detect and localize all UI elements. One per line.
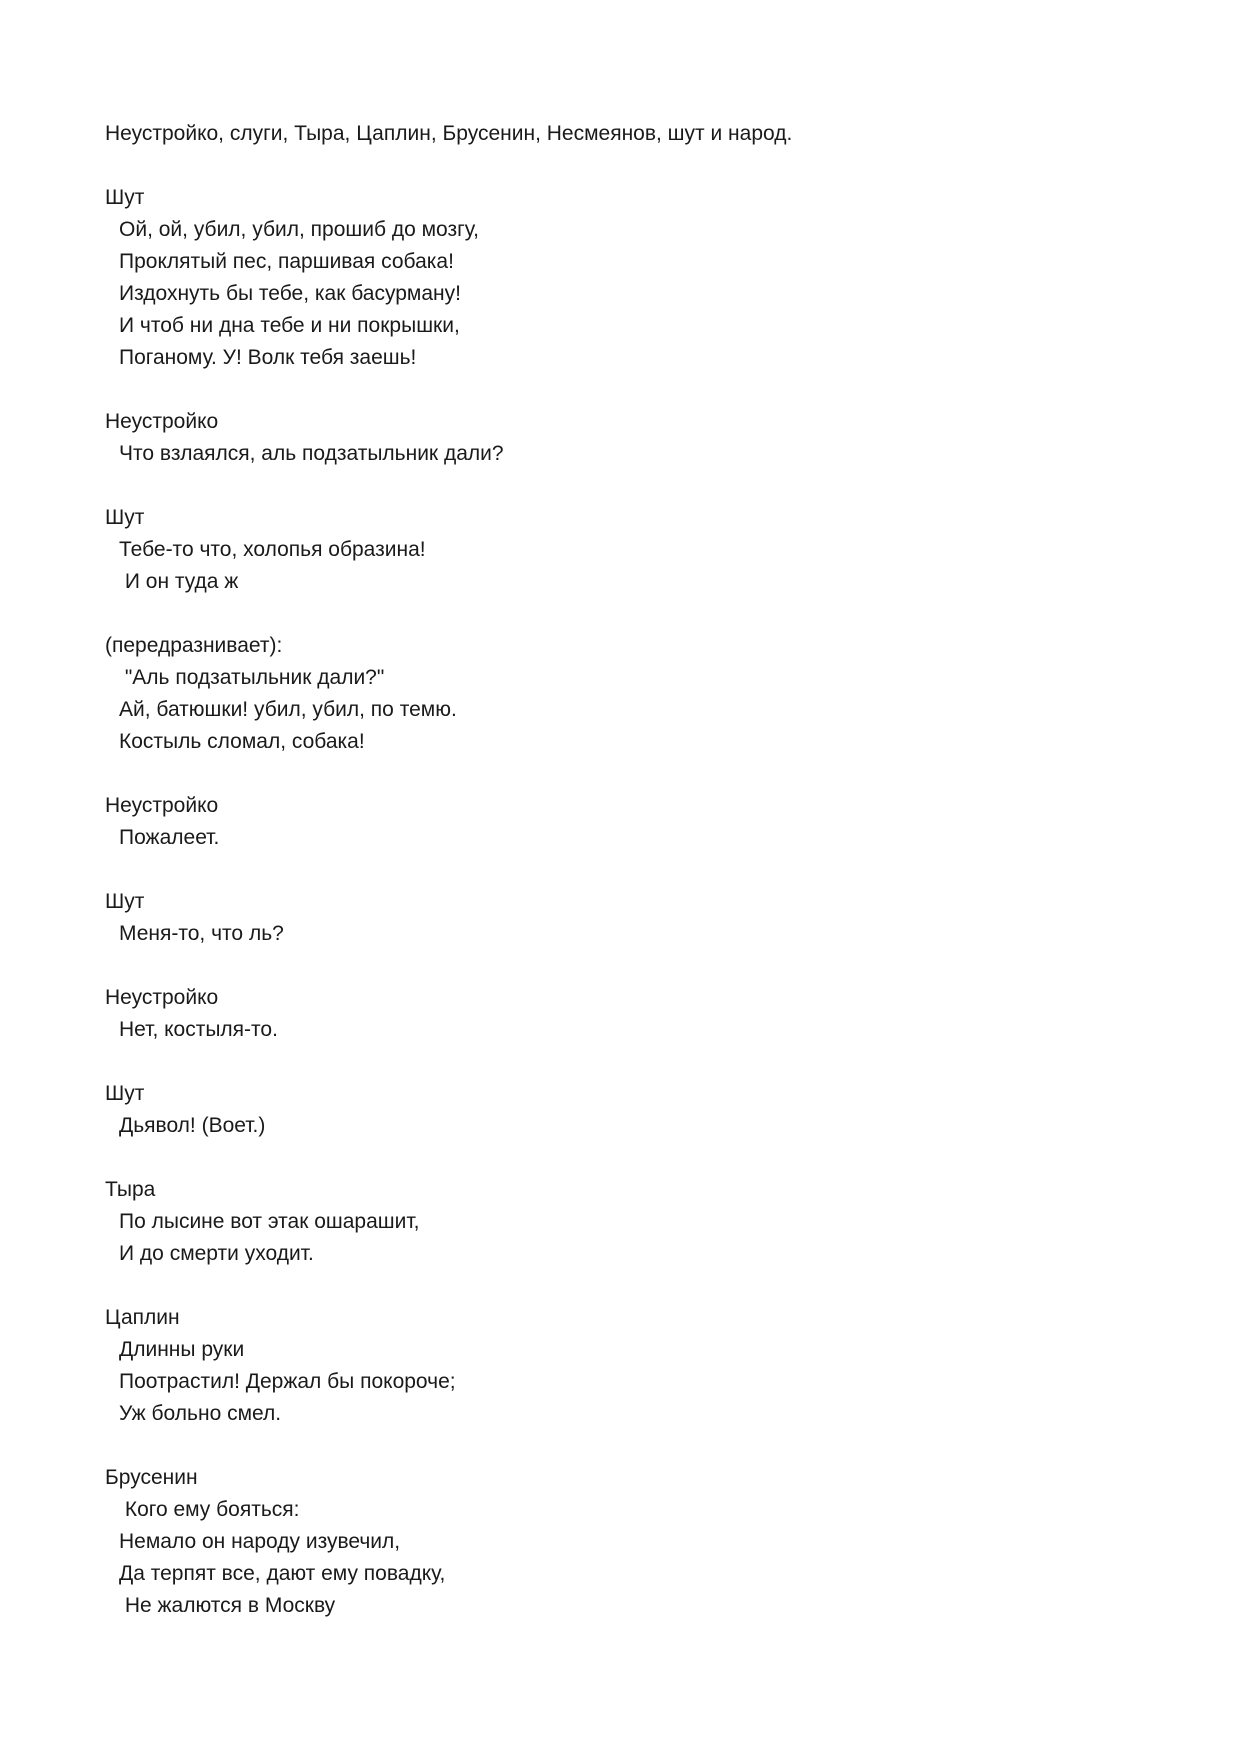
dialogue-line: И чтоб ни дна тебе и ни покрышки, bbox=[119, 314, 460, 337]
speaker-name: Неустройко bbox=[105, 986, 219, 1009]
dialogue-block bbox=[105, 1078, 1145, 1142]
spacer bbox=[105, 470, 1145, 502]
speaker-name: Цаплин bbox=[105, 1306, 180, 1329]
spacer bbox=[105, 1142, 1145, 1174]
spacer bbox=[105, 1270, 1145, 1302]
spacer bbox=[105, 150, 1145, 182]
intro-line: Неустройко, слуги, Тыра, Цаплин, Брусенин, Несмеянов, шут и народ. bbox=[105, 122, 793, 145]
dialogue-line: Пожалеет. bbox=[119, 826, 220, 849]
dialogue-block bbox=[105, 630, 1145, 758]
dialogue-line: И до смерти уходит. bbox=[119, 1242, 314, 1265]
dialogue-line: Немало он народу изувечил, bbox=[119, 1530, 401, 1553]
dialogue-line: По лысине вот этак ошарашит, bbox=[119, 1210, 420, 1233]
speaker-name: Шут bbox=[105, 890, 145, 913]
dialogue-line: "Аль подзатыльник дали?" bbox=[119, 666, 385, 689]
spacer bbox=[105, 950, 1145, 982]
dialogue-line: Длинны руки bbox=[119, 1338, 245, 1361]
dialogue-line: Поганому. У! Волк тебя заешь! bbox=[119, 346, 417, 369]
spacer bbox=[105, 598, 1145, 630]
dialogue-line: Меня-то, что ль? bbox=[119, 922, 284, 945]
dialogue-block bbox=[105, 886, 1145, 950]
spacer bbox=[105, 1046, 1145, 1078]
spacer bbox=[105, 854, 1145, 886]
dialogue-line: Поотрастил! Держал бы покороче; bbox=[119, 1370, 456, 1393]
dialogue-block bbox=[105, 982, 1145, 1046]
dialogue-block bbox=[105, 790, 1145, 854]
dialogue-line: Костыль сломал, собака! bbox=[119, 730, 365, 753]
dialogue-line: Да терпят все, дают ему повадку, bbox=[119, 1562, 446, 1585]
dialogue-line: Не жалются в Москву bbox=[119, 1594, 336, 1617]
dialogue-line: Что взлаялся, аль подзатыльник дали? bbox=[119, 442, 504, 465]
dialogue-line: Тебе-то что, холопья образина! bbox=[119, 538, 426, 561]
dialogue-line: Ай, батюшки! убил, убил, по темю. bbox=[119, 698, 457, 721]
speaker-name: Шут bbox=[105, 506, 145, 529]
dialogue-line: Уж больно смел. bbox=[119, 1402, 282, 1425]
speaker-name: Неустройко bbox=[105, 410, 219, 433]
dialogue-block bbox=[105, 406, 1145, 470]
dialogue-block bbox=[105, 1302, 1145, 1430]
stage-direction: (передразнивает): bbox=[105, 634, 283, 657]
dialogue-block bbox=[105, 1174, 1145, 1270]
dialogue-block bbox=[105, 182, 1145, 374]
spacer bbox=[105, 374, 1145, 406]
dialogue-block bbox=[105, 502, 1145, 598]
dialogue-line: Ой, ой, убил, убил, прошиб до мозгу, bbox=[119, 218, 479, 241]
dialogue-line: Проклятый пес, паршивая собака! bbox=[119, 250, 454, 273]
spacer bbox=[105, 758, 1145, 790]
speaker-name: Шут bbox=[105, 1082, 145, 1105]
dialogue-line: Кого ему бояться: bbox=[119, 1498, 300, 1521]
dialogue-line: И он туда ж bbox=[119, 570, 239, 593]
speaker-name: Шут bbox=[105, 186, 145, 209]
dialogue-line: Нет, костыля-то. bbox=[119, 1018, 278, 1041]
dialogue-line: Дьявол! (Воет.) bbox=[119, 1114, 266, 1137]
dialogue-block bbox=[105, 1462, 1145, 1622]
speaker-name: Неустройко bbox=[105, 794, 219, 817]
speaker-name: Тыра bbox=[105, 1178, 156, 1201]
spacer bbox=[105, 1430, 1145, 1462]
document-page bbox=[105, 118, 1145, 1622]
dialogue-line: Издохнуть бы тебе, как басурману! bbox=[119, 282, 461, 305]
speaker-name: Брусенин bbox=[105, 1466, 198, 1489]
